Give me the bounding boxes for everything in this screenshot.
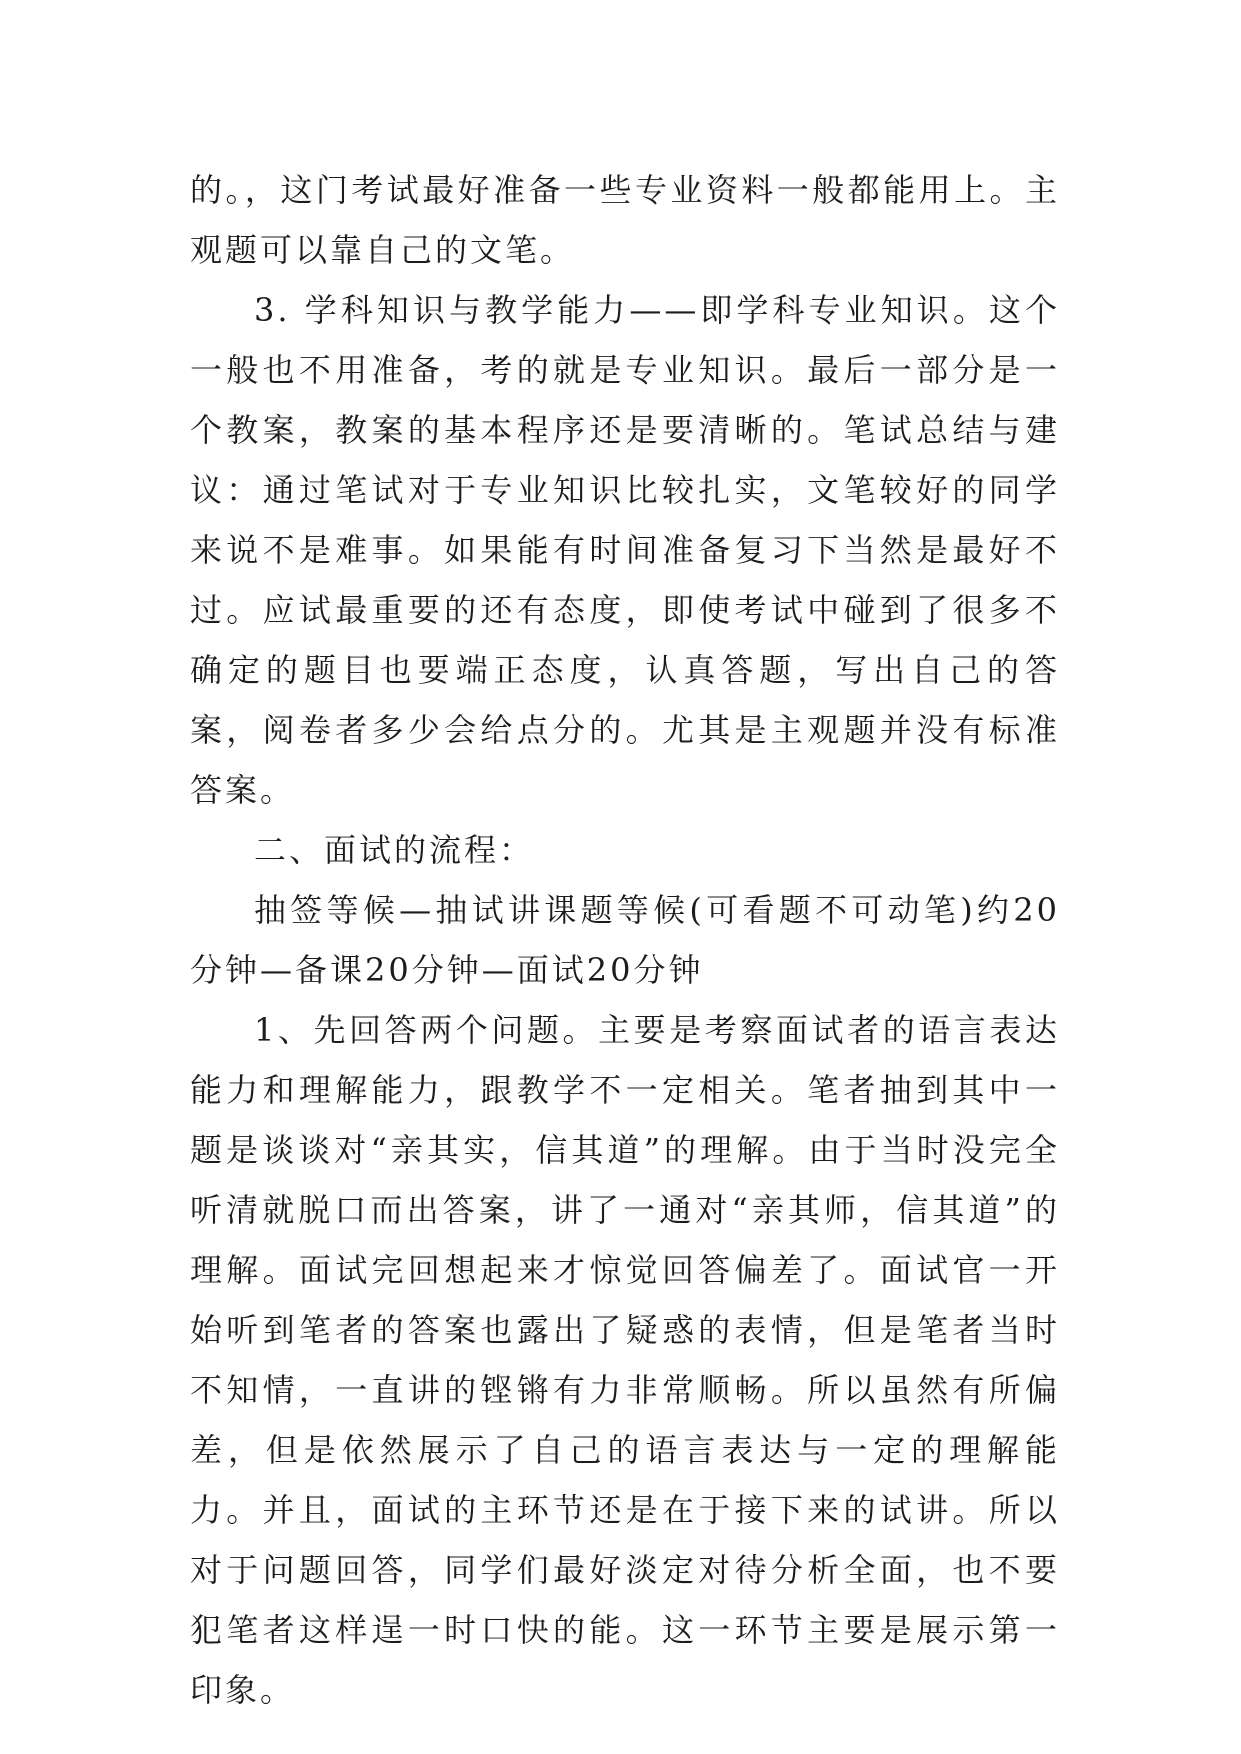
paragraph-subject-knowledge: 3. 学科知识与教学能力——即学科专业知识。这个一般也不用准备，考的就是专业知识。最后一部分是一个教案，教案的基本程序还是要清晰的。笔试总结与建议：通过笔试对于专业知识比较扎实，文笔较好的同学来说不是难事。如果能有时间准备复习下当然是最好不过。应试最重要的还有态度，即使考试中碰到了很多不确定的题目也要端正态度，认真答题，写出自己的答案，阅卷者多少会给点分的。尤其是主观题并没有标准答案。 (190, 291, 1060, 809)
document-body (190, 160, 1060, 1720)
paragraph-interview-flow: 抽签等候—抽试讲课题等候(可看题不可动笔)约20分钟—备课20分钟—面试20分钟 (190, 891, 1060, 989)
section-heading-interview-process: 二、面试的流程： (254, 831, 535, 869)
paragraph-continuation: 的。，这门考试最好准备一些专业资料一般都能用上。主观题可以靠自己的文笔。 (190, 171, 1060, 269)
paragraph-answer-questions: 1、先回答两个问题。主要是考察面试者的语言表达能力和理解能力，跟教学不一定相关。笔者抽到其中一题是谈谈对“亲其实，信其道”的理解。由于当时没完全听清就脱口而出答案，讲了一通对“亲其师，信其道”的理解。面试完回想起来才惊觉回答偏差了。面试官一开始听到笔者的答案也露出了疑惑的表情，但是笔者当时不知情，一直讲的铿锵有力非常顺畅。所以虽然有所偏差，但是依然展示了自己的语言表达与一定的理解能力。并且，面试的主环节还是在于接下来的试讲。所以对于问题回答，同学们最好淡定对待分析全面，也不要犯笔者这样逞一时口快的能。这一环节主要是展示第一印象。 (190, 1011, 1060, 1709)
